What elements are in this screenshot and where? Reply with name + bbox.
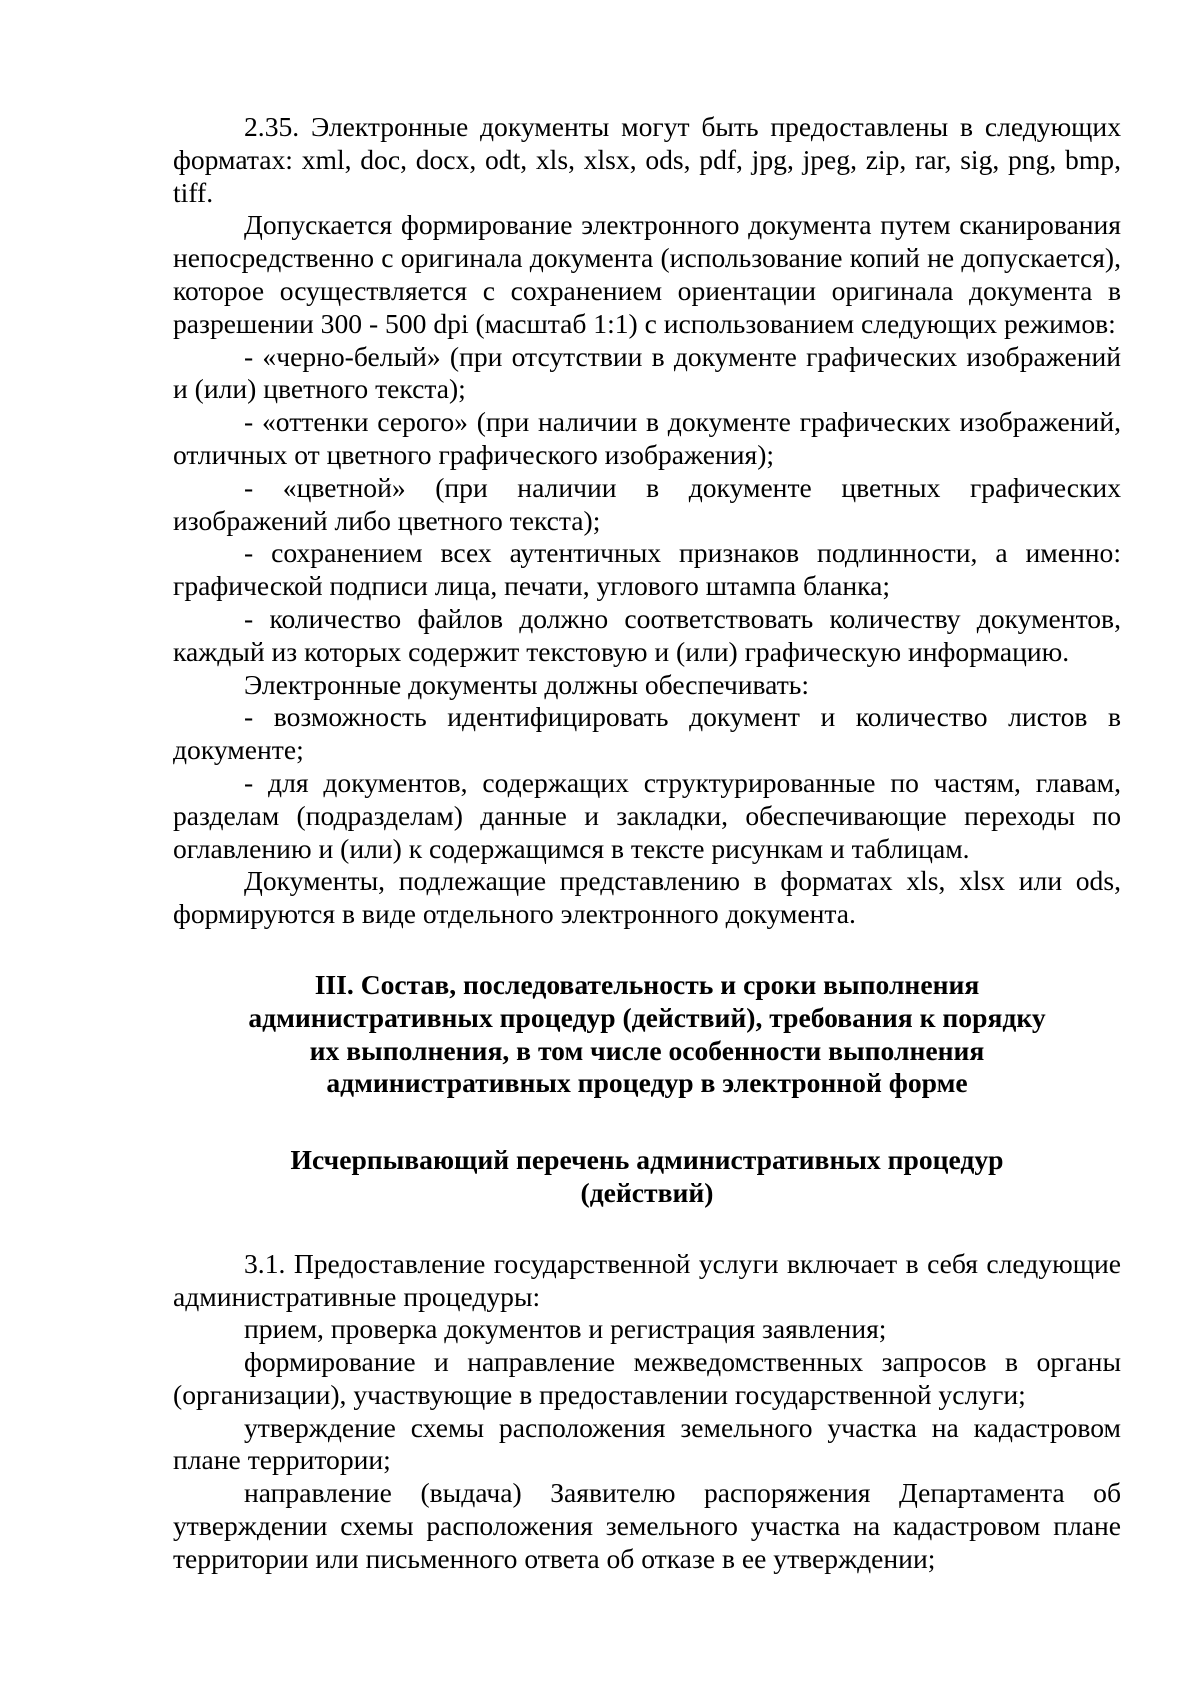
procedures-subheading-line: (действий) (580, 1176, 714, 1208)
paragraph-must-provide: Электронные документы должны обеспечивать: (244, 668, 810, 700)
section-3-heading-line: административных процедур (действий), требования к порядку (248, 1001, 1046, 1033)
list-item-mode-gray: - «оттенки серого» (при наличии в документе графических изображений, отличных от цветного графического изображения); (173, 406, 1121, 470)
paragraph-spreadsheets: Документы, подлежащие представлению в форматах xls, xlsx или ods, формируются в виде отдельного электронного документа. (173, 865, 1121, 930)
list-item-identify: - возможность идентифицировать документ и количество листов в документе; (173, 701, 1121, 766)
document-page (173, 111, 1121, 1576)
procedures-subheading (173, 1144, 1121, 1210)
list-item-authenticity: - сохранением всех аутентичных признаков подлинности, а именно: графической подписи лица, печати, углового штампа бланка; (173, 537, 1121, 602)
section-3-heading-line: административных процедур в электронной форме (326, 1067, 968, 1099)
list-item-mode-color: - «цветной» (при наличии в документе цветных графических изображений либо цветного текста); (173, 471, 1121, 536)
list-item-mode-bw: - «черно-белый» (при отсутствии в документе графических изображений и (или) цветного текста); (173, 340, 1121, 405)
paragraph-scanning: Допускается формирование электронного документа путем сканирования непосредственно с оригинала документа (использование копий не допускается), которое осуществляется с сохранением ориентации оригинала документа в разрешении 300 - 500 dpi (масштаб 1:1) с использованием следующих режимов: (173, 209, 1121, 339)
paragraph-3-1: 3.1. Предоставление государственной услуги включает в себя следующие административные процедуры: (173, 1247, 1121, 1312)
procedures-subheading-line: Исчерпывающий перечень административных процедур (290, 1144, 1004, 1176)
list-item-procedure-2: формирование и направление межведомственных запросов в органы (организации), участвующие в предоставлении государственной услуги; (173, 1346, 1121, 1410)
list-item-procedure-1: прием, проверка документов и регистрация заявления; (244, 1313, 887, 1345)
list-item-structured: - для документов, содержащих структурированные по частям, главам, разделам (подразделам) данные и закладки, обеспечивающие переходы по оглавлению и (или) к содержащимся в тексте рисункам и таблицам. (173, 766, 1121, 864)
paragraph-2-35-formats: 2.35. Электронные документы могут быть предоставлены в следующих форматах: xml, doc, docx, odt, xls, xlsx, ods, pdf, jpg, jpeg, zip, rar, sig, png, bmp, tiff. (173, 111, 1121, 208)
section-3-heading-line: III. Состав, последовательность и сроки выполнения (314, 968, 980, 1000)
list-item-file-count: - количество файлов должно соответствовать количеству документов, каждый из которых содержит текстовую и (или) графическую информацию. (173, 602, 1121, 667)
list-item-procedure-4: направление (выдача) Заявителю распоряжения Департамента об утверждении схемы расположения земельного участка на кадастровом плане территории или письменного ответа об отказе в ее утверждении; (173, 1477, 1121, 1574)
section-3-heading-line: их выполнения, в том числе особенности выполнения (309, 1034, 985, 1066)
list-item-procedure-3: утверждение схемы расположения земельного участка на кадастровом плане территории; (173, 1411, 1121, 1476)
section-3-heading (173, 969, 1121, 1100)
